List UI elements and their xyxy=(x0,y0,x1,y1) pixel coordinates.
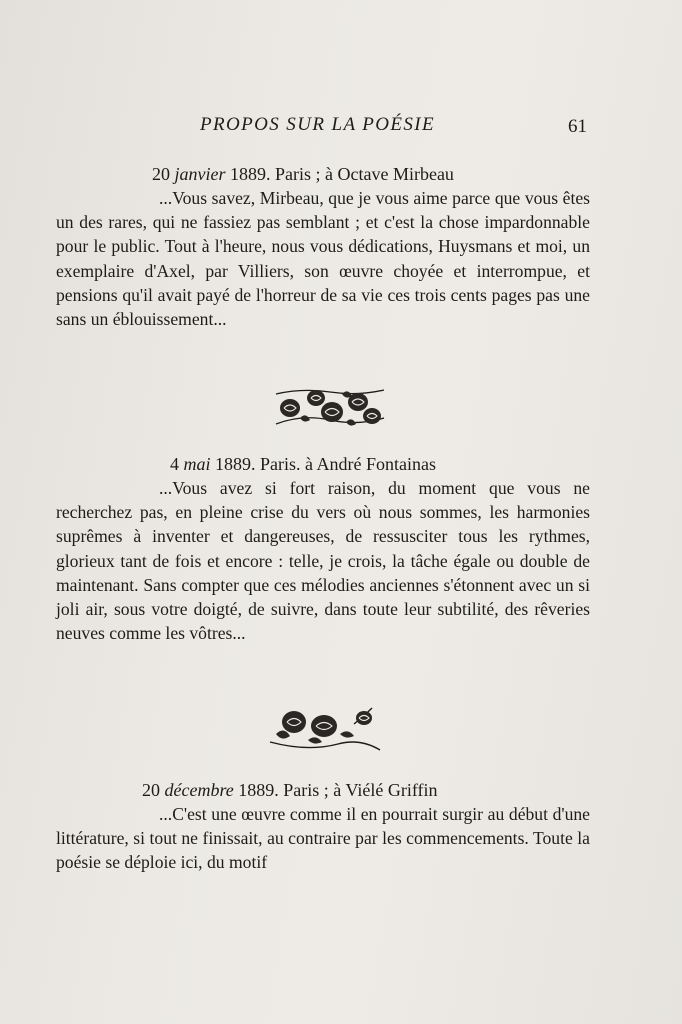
entry-heading xyxy=(56,162,590,186)
entry-heading xyxy=(56,452,590,476)
entry-text: ...Vous savez, Mirbeau, que je vous aime parce que vous êtes un des rares, qui ne fassiez pas semblant ; et c'est la chose impardonnable pour le public. Tout à l'heure, nous vous dédications, Huysmans et moi, un exemplaire d'Axel, par Villiers, son œuvre choyée et interrompue, et pensions qu'il avait payé de l'horreur de sa vie ces trois cents pages pas une sans un éblouissement... xyxy=(56,188,590,330)
letter-entry xyxy=(56,778,590,875)
date-month: mai xyxy=(183,454,211,474)
entry-text: ...Vous avez si fort raison, du moment que vous ne recherchez pas, en pleine crise du vers où nous sommes, les harmonies suprêmes à inventer et dangereuses, de ressusciter tous les rythmes, glorieux tant de fois et encore : telle, je crois, la tâche égale ou double de maintenant. Sans compter que ces mélodies anciennes s'étonnent avec un si joli air, sous votre doigté, de suivre, dans toute leur subtilité, des rêveries neuves comme les vôtres... xyxy=(56,478,590,644)
rose-branch-ornament xyxy=(268,704,384,754)
letter-entry xyxy=(56,162,590,331)
date-day: 20 xyxy=(152,164,170,184)
entry-text: ...C'est une œuvre comme il en pourrait surgir au début d'une littérature, si tout ne finissait, au contraire par les commencements. Toute la poésie se déploie ici, du motif xyxy=(56,804,590,873)
running-title: PROPOS SUR LA POÉSIE xyxy=(200,114,436,135)
page-number: 61 xyxy=(568,116,587,137)
date-month: décembre xyxy=(164,780,234,800)
date-day: 20 xyxy=(142,780,160,800)
date-rest: 1889. Paris ; à Octave Mirbeau xyxy=(230,164,454,184)
date-rest: 1889. Paris ; à Viélé Griffin xyxy=(238,780,438,800)
rose-vignette-ornament xyxy=(272,384,388,432)
date-day: 4 xyxy=(170,454,179,474)
letter-entry xyxy=(56,452,590,645)
entry-heading xyxy=(56,778,590,802)
date-month: janvier xyxy=(174,164,226,184)
date-rest: 1889. Paris. à André Fontainas xyxy=(215,454,436,474)
